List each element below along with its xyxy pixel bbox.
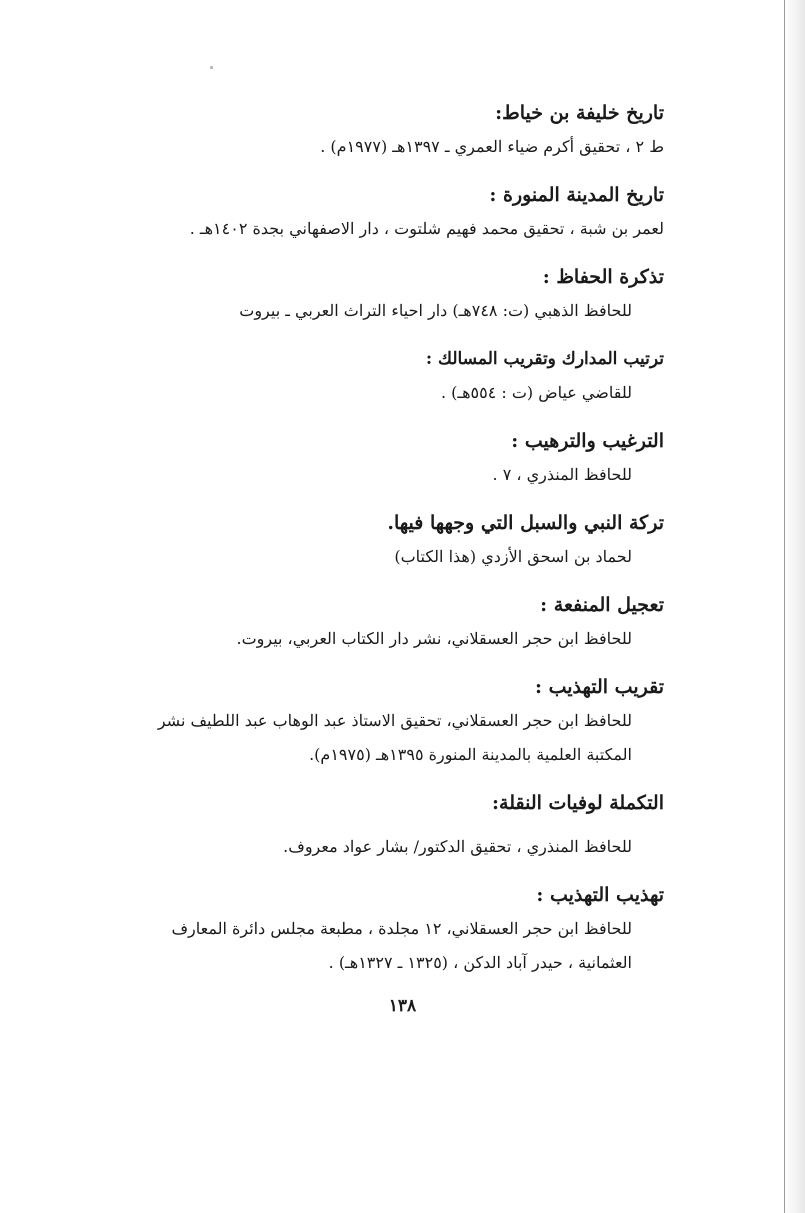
- entry-title: تاريخ خليفة بن خياط:: [495, 102, 664, 124]
- bibliography-list: [96, 96, 664, 980]
- bibliography-entry: [96, 878, 664, 980]
- bibliography-entry: [96, 786, 664, 864]
- entry-title: تركة النبي والسبل التي وجهها فيها.: [387, 512, 664, 534]
- bibliography-entry: [96, 96, 664, 164]
- page-edge-line: [784, 0, 785, 1213]
- entry-title: تذكرة الحفاظ :: [542, 266, 664, 288]
- entry-title: تاريخ المدينة المنورة :: [489, 184, 664, 206]
- entry-title: ترتيب المدارك وتقريب المسالك :: [425, 349, 664, 369]
- entry-title: التكملة لوفيات النقلة:: [492, 792, 664, 814]
- bibliography-entry: [96, 670, 664, 772]
- entry-detail: للحافظ المنذري ، ٧ .: [492, 465, 632, 484]
- entry-detail: للحافظ ابن حجر العسقلاني، تحقيق الاستاذ عبد الوهاب عبد اللطيف نشر: [157, 711, 632, 730]
- entry-title: تهذيب التهذيب :: [536, 884, 664, 906]
- entry-detail: للقاضي عياض (ت : ٥٥٤هـ) .: [440, 383, 632, 402]
- entry-detail: للحافظ ابن حجر العسقلاني، ١٢ مجلدة ، مطبعة مجلس دائرة المعارف: [171, 919, 632, 938]
- entry-detail: ط ٢ ، تحقيق أكرم ضياء العمري ـ ١٣٩٧هـ (١٩٧٧م) .: [320, 137, 664, 156]
- entry-detail: للحافظ الذهبي (ت: ٧٤٨هـ) دار احياء التراث العربي ـ بيروت: [239, 301, 632, 320]
- entry-detail: المكتبة العلمية بالمدينة المنورة ١٣٩٥هـ (١٩٧٥م).: [309, 745, 632, 764]
- bibliography-entry: [96, 260, 664, 328]
- entry-title: الترغيب والترهيب :: [511, 430, 664, 452]
- entry-detail: العثمانية ، حيدر آباد الدكن ، (١٣٢٥ ـ ١٣٢٧هـ) .: [328, 953, 632, 972]
- bibliography-entry: [96, 424, 664, 492]
- entry-detail: للحافظ المنذري ، تحقيق الدكتور/ بشار عواد معروف.: [283, 837, 632, 856]
- bibliography-entry: [96, 342, 664, 410]
- entry-detail: لحماد بن اسحق الأزدي (هذا الكتاب): [394, 547, 632, 566]
- scan-speck: [210, 66, 213, 69]
- entry-title: تقريب التهذيب :: [534, 676, 664, 698]
- entry-detail: للحافظ ابن حجر العسقلاني، نشر دار الكتاب العربي، بيروت.: [236, 629, 632, 648]
- page-number: ١٣٨: [388, 996, 417, 1016]
- bibliography-entry: [96, 588, 664, 656]
- page-edge-shadow: [783, 0, 805, 1213]
- bibliography-entry: [96, 178, 664, 246]
- entry-title: تعجيل المنفعة :: [540, 594, 664, 616]
- bibliography-entry: [96, 506, 664, 574]
- entry-detail: لعمر بن شبة ، تحقيق محمد فهيم شلتوت ، دار الاصفهاني بجدة ١٤٠٢هـ .: [189, 219, 664, 238]
